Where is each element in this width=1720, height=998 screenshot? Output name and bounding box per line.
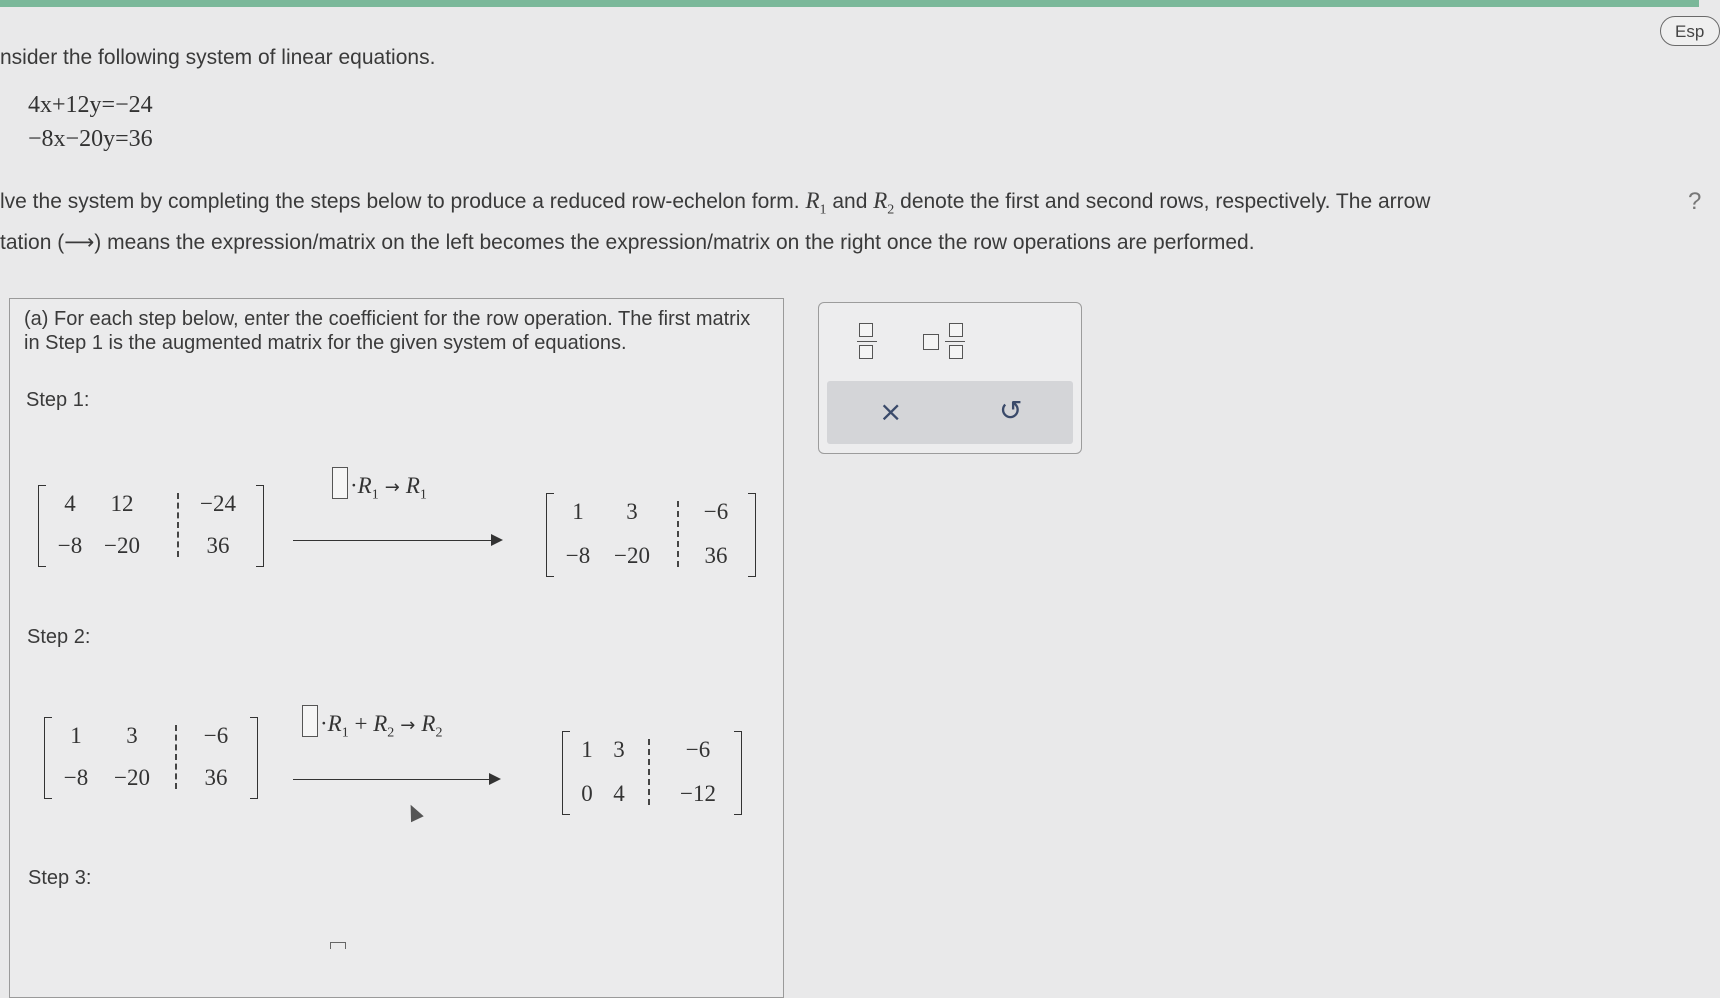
step-1-label: Step 1: [26, 389, 90, 411]
step-2-label: Step 2: [27, 626, 91, 648]
toolbox-action-row [827, 381, 1073, 444]
undo-icon[interactable]: ↺ [999, 394, 1023, 427]
r2-symbol: $R_2$ [873, 188, 895, 218]
instruction-text-a: lve the system by completing the steps below to produce a reduced row-echelon form. [0, 190, 800, 213]
instruction-text-c: denote the first and second rows, respectively. The arrow [900, 190, 1431, 213]
step-2-left-matrix: 1 3 −6 −8 −20 36 [44, 717, 258, 799]
step-2-right-matrix: 1 3 −6 0 4 −12 [562, 731, 742, 815]
clear-icon[interactable]: × [879, 395, 903, 428]
instruction-line-1 [0, 188, 1430, 219]
intro-text: nsider the following system of linear equations. [0, 46, 436, 69]
help-icon[interactable]: ? [1688, 188, 1702, 215]
instruction-text-b: and [832, 190, 868, 213]
step-3-label: Step 3: [28, 867, 92, 889]
fraction-icon[interactable] [857, 323, 877, 363]
question-panel [9, 298, 784, 998]
instruction-line-2: tation (⟶) means the expression/matrix on the left becomes the expression/matrix on the right once the row operations are performed. [0, 231, 1255, 254]
step-2-row-operation: $\cdot R_1 + R_2 \to R_2$ [302, 705, 442, 742]
step-1-right-matrix: 1 3 −6 −8 −20 36 [546, 493, 756, 577]
equation-1: 4x+12y=−24 [28, 92, 153, 118]
step-1-coefficient-input[interactable] [332, 467, 348, 499]
step-1-left-matrix: 4 12 −24 −8 −20 36 [38, 485, 264, 567]
step-3-input-edge[interactable] [330, 942, 346, 949]
step-2-transform-arrow [293, 779, 499, 780]
step-2-coefficient-input[interactable] [302, 705, 318, 737]
mixed-number-icon[interactable] [923, 323, 967, 363]
part-a-instructions: (a) For each step below, enter the coefficient for the row operation. The first matrix in Step 1 is the augmented matrix for the given system of equations. [24, 308, 751, 354]
math-toolbox [818, 302, 1082, 454]
top-accent-bar [0, 0, 1699, 7]
r1-symbol: $R_1$ [805, 188, 827, 218]
step-1-transform-arrow [293, 540, 501, 541]
step-1-row-operation: $\cdot R_1 \to R_1$ [332, 467, 427, 504]
language-toggle-button[interactable]: Esp [1660, 16, 1720, 46]
equation-2: −8x−20y=36 [28, 126, 153, 152]
